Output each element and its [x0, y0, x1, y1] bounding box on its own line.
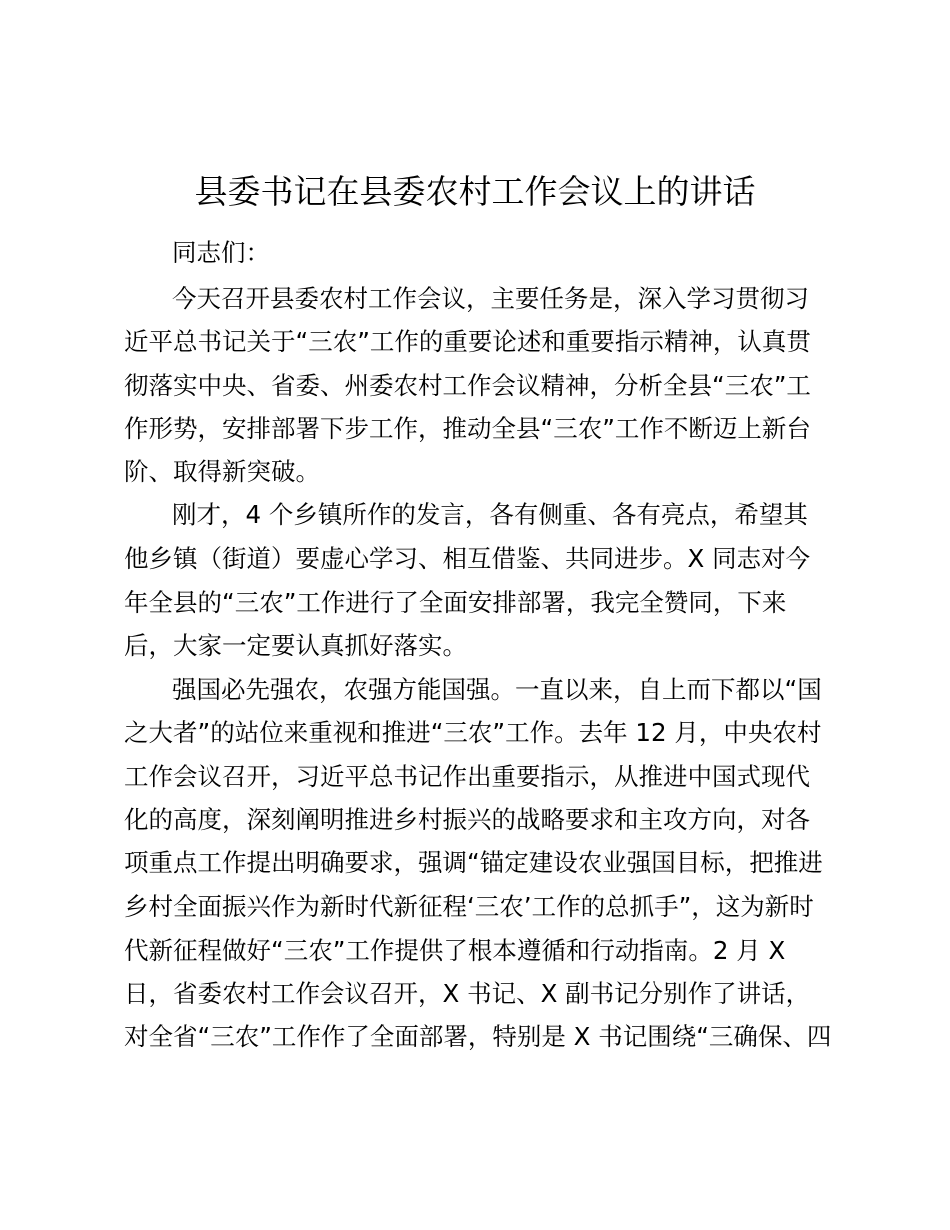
body-line: 乡村全面振兴作为新时代新征程‘三农’工作的总抓手”，这为新时	[124, 892, 814, 921]
body-line: 日，省委农村工作会议召开，X 书记、X 副书记分别作了讲话，	[124, 979, 811, 1008]
body-line: 代新征程做好“三农”工作提供了根本遵循和行动指南。2 月 X	[124, 936, 786, 965]
body-line: 工作会议召开，习近平总书记作出重要指示，从推进中国式现代	[124, 762, 810, 791]
salutation-line: 同志们：	[172, 238, 270, 267]
body-line: 作形势，安排部署下步工作，推动全县“三农”工作不断迈上新台	[124, 414, 811, 443]
body-line: 阶、取得新突破。	[124, 457, 320, 486]
body-line: 项重点工作提出明确要求，强调“锚定建设农业强国目标，把推进	[124, 848, 823, 877]
body-line: 近平总书记关于“三农”工作的重要论述和重要指示精神，认真贯	[124, 327, 811, 356]
body-line: 对全省“三农”工作作了全面部署，特别是 X 书记围绕“三确保、四	[124, 1022, 832, 1051]
body-line: 强国必先强农，农强方能国强。一直以来，自上而下都以“国	[172, 675, 822, 704]
body-line: 今天召开县委农村工作会议，主要任务是，深入学习贯彻习	[172, 284, 809, 313]
body-line: 后，大家一定要认真抓好落实。	[124, 631, 467, 660]
body-line: 年全县的“三农”工作进行了全面安排部署，我完全赞同，下来	[124, 588, 787, 617]
body-line: 刚才，4 个乡镇所作的发言，各有侧重、各有亮点，希望其	[172, 500, 808, 529]
body-line: 彻落实中央、省委、州委农村工作会议精神，分析全县“三农”工	[124, 371, 811, 400]
body-line: 他乡镇（街道）要虚心学习、相互借鉴、共同进步。X 同志对今	[124, 544, 811, 573]
document-title: 县委书记在县委农村工作会议上的讲话	[194, 172, 756, 211]
body-line: 化的高度，深刻阐明推进乡村振兴的战略要求和主攻方向，对各	[124, 805, 810, 834]
body-line: 之大者”的站位来重视和推进“三农”工作。去年 12 月，中央农村	[124, 718, 822, 747]
